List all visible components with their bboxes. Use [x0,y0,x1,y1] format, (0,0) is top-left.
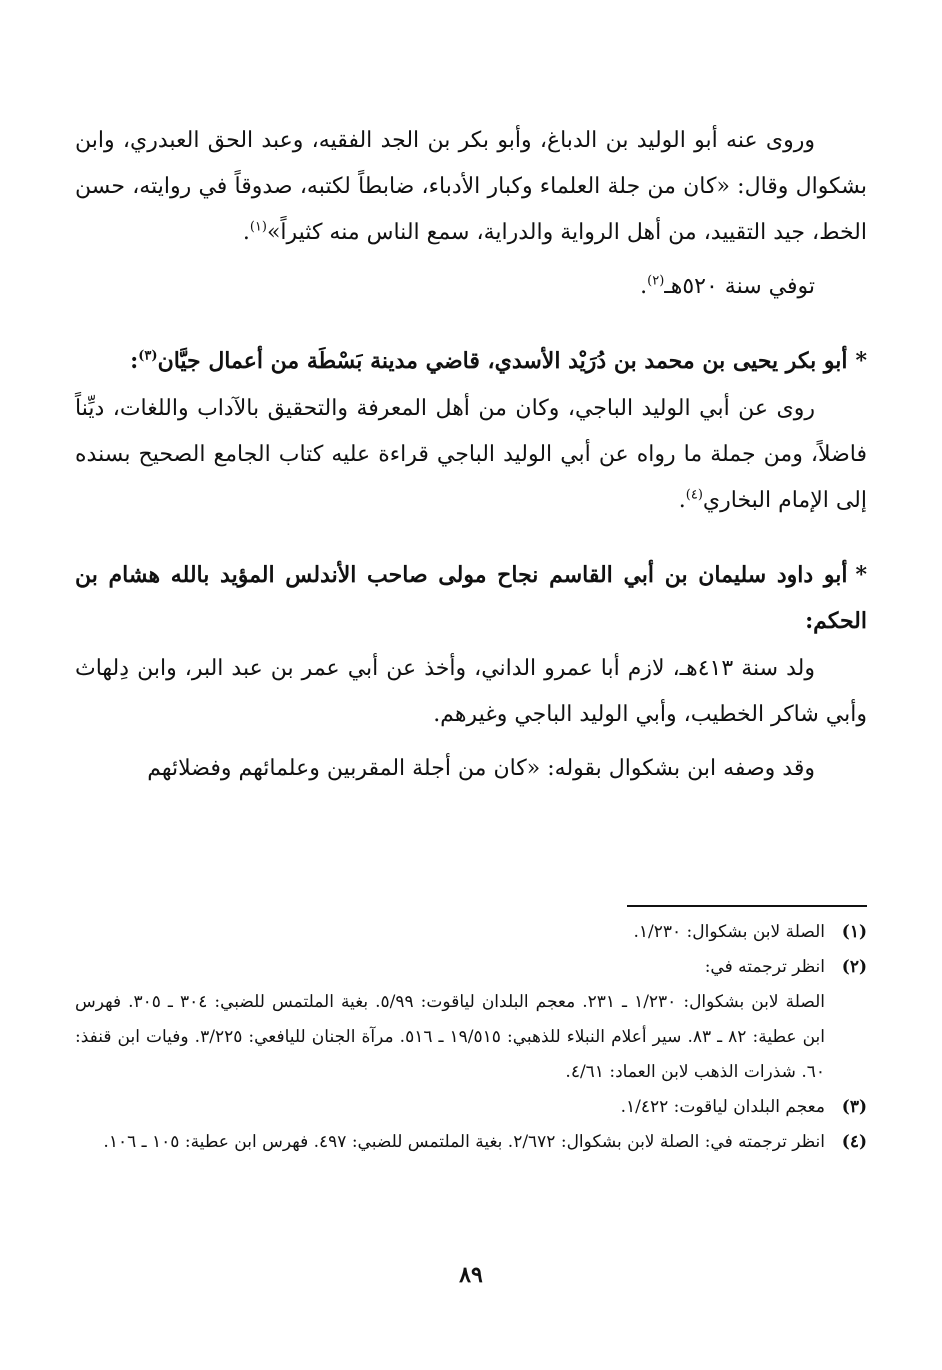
footnote-number: (٣) [841,1097,867,1117]
footnote-text [75,1125,825,1160]
footnote-1 [75,915,867,950]
footnote-ref: (٣) [138,348,158,364]
paragraph-text: وروى عنه أبو الوليد بن الدباغ، وأبو بكر بن الجد الفقيه، وعبد الحق العبدري، وابن بشكوال وقال: «كان من جلة العلماء وكبار الأدباء، ضابطاً لكتبه، صدوقاً في روايته، حسن الخط، جيد التقييد، من أهل الرواية والدراية، سمع الناس منه كثيراً» [75,128,867,245]
footnotes [75,915,867,1160]
footnote-text [75,950,825,1090]
full-stop: . [242,220,250,245]
footnote-divider [627,905,867,907]
footnote-number: (٤) [841,1132,867,1152]
footnote-line: الصلة لابن بشكوال: ١/٢٣٠ ـ ٢٣١. معجم البلدان لياقوت: ٥/٩٩. بغية الملتمس للضبي: ٣٠٤ ـ ٣٠٥. فهرس ابن عطية: ٨٢ ـ ٨٣. سير أعلام النبلاء للذهبي: ١٩/٥١٥ ـ ٥١٦. مرآة الجنان لليافعي: ٣/٢٢٥. وفيات ابن قنفذ: ٦٠. شذرات الذهب لابن العماد: ٤/٦١. [75,992,825,1082]
paragraph-sulayman-description [75,746,867,792]
paragraph-narrators [75,118,867,256]
footnote-line: معجم البلدان لياقوت: ١/٤٢٢. [620,1097,825,1117]
paragraph-text: وقد وصفه ابن بشكوال بقوله: «كان من أجلة المقربين وعلمائهم وفضلائهم [147,756,815,781]
full-stop: . [640,274,648,299]
footnote-4 [75,1125,867,1160]
footnote-text [75,1090,825,1125]
footnote-ref: (٤) [685,487,703,503]
main-text [75,118,867,792]
paragraph-text: ولد سنة ٤١٣هـ، لازم أبا عمرو الداني، وأخذ عن أبي عمر بن عبد البر، وابن دِلهاث وأبي شاكر الخطيب، وأبي الوليد الباجي وغيرهم. [75,656,867,727]
page-number: ٨٩ [459,1262,483,1288]
paragraph-sulayman-birth [75,646,867,738]
paragraph-yahya [75,386,867,524]
footnote-ref: (١) [249,219,267,235]
footnote-number: (٢) [841,957,867,977]
full-stop: . [678,488,686,513]
footnote-ref: (٢) [647,273,665,289]
entry-star-icon: * [855,348,867,374]
entry-heading-sulayman [75,552,867,644]
paragraph-text: روى عن أبي الوليد الباجي، وكان من أهل المعرفة والتحقيق بالآداب واللغات، ديِّناً فاضلاً، ومن جملة ما رواه عن أبي الوليد الباجي قراءة عليه كتاب الجامع الصحيح بسنده إلى الإمام البخاري [75,396,867,513]
footnote-line: انظر ترجمته في: [704,957,825,977]
paragraph-death [75,264,867,310]
colon: : [130,348,139,374]
heading-text: أبو بكر يحيى بن محمد بن دُرَيْد الأسدي، قاضي مدينة بَسْطَة من أعمال جيَّان [157,348,848,374]
footnote-text [75,915,825,950]
footnote-line: انظر ترجمته في: الصلة لابن بشكوال: ٢/٦٧٢. بغية الملتمس للضبي: ٤٩٧. فهرس ابن عطية: ١٠٥ ـ ١٠٦. [103,1132,825,1152]
footnote-2 [75,950,867,1090]
heading-text: أبو داود سليمان بن أبي القاسم نجاح مولى صاحب الأندلس المؤيد بالله هشام بن الحكم: [75,562,867,634]
entry-star-icon: * [855,562,867,588]
footnote-3 [75,1090,867,1125]
paragraph-text: توفي سنة ٥٢٠هـ [664,274,815,299]
footnote-number: (١) [841,922,867,942]
footnote-line: الصلة لابن بشكوال: ١/٢٣٠. [633,922,825,942]
entry-heading-yahya [75,338,867,384]
